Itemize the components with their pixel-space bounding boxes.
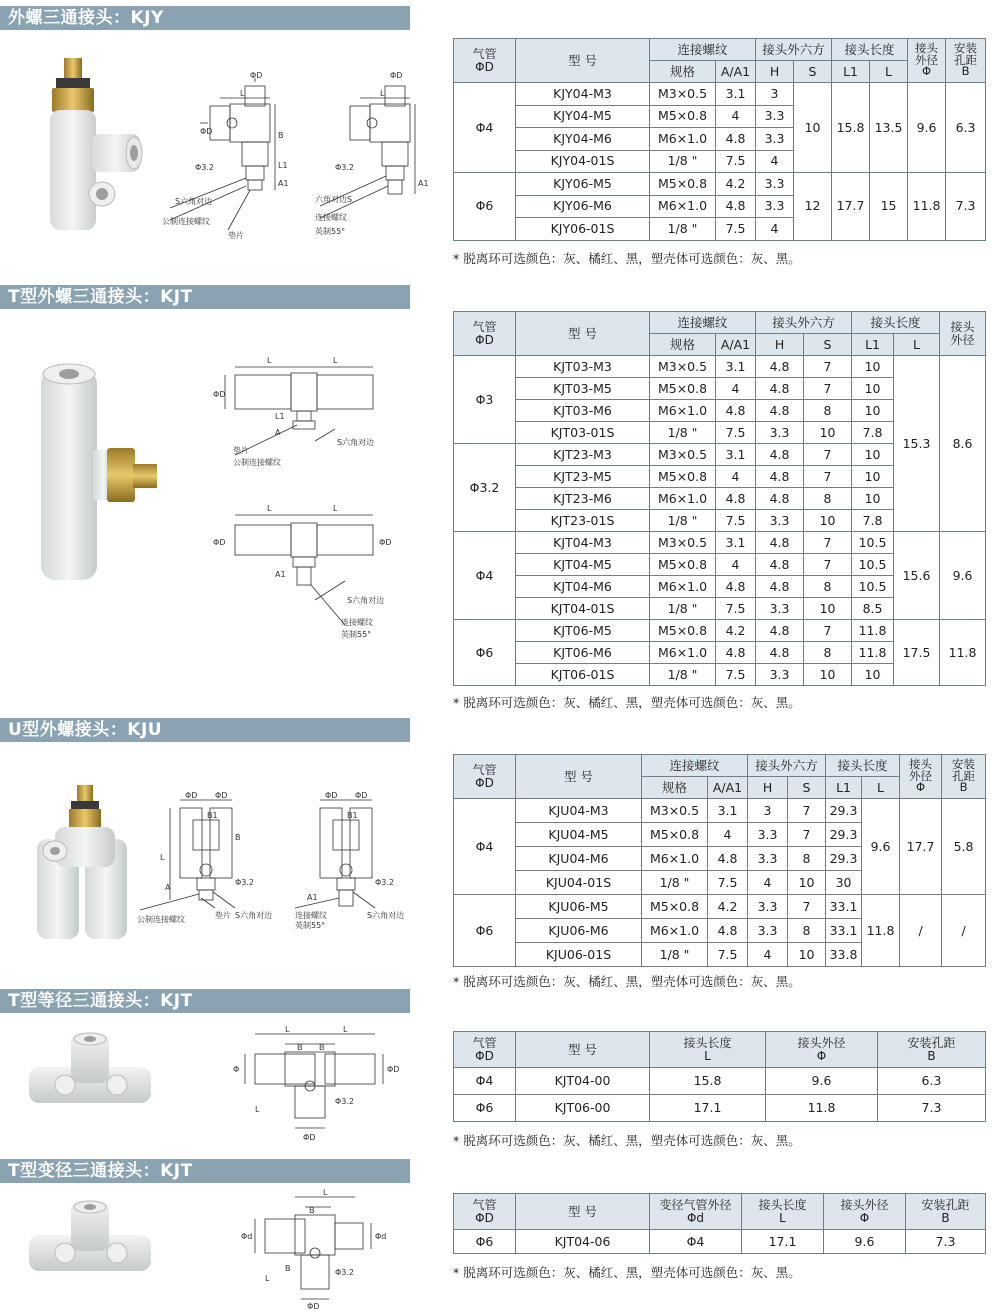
hdr-od: 接头 外径 Φ — [908, 39, 946, 83]
hdr-l: L — [862, 777, 900, 799]
dim-label-b1: B1 — [207, 811, 218, 820]
hdr-od: 接头 外径 — [940, 312, 986, 356]
dim-label-b2: B — [285, 1264, 291, 1273]
callout-s-hex: S六角对边 — [337, 438, 375, 447]
hdr-hex: 接头外六方 — [748, 755, 826, 777]
callout-s-hex: S六角对边 — [235, 911, 273, 920]
callout-hex-s: 六角对边S — [315, 195, 353, 204]
dimension-drawing-kjt-reducing — [235, 1189, 395, 1309]
dim-label-phi32: Φ3.2 — [335, 1268, 355, 1277]
hdr-var: 变径气管外径 Φd — [650, 1194, 742, 1230]
hdr-hole: 安装孔距 B — [878, 1032, 986, 1068]
table-row: Φ4 KJU04-M3 M3×0.5 3.1 3 7 29.3 9.6 17.7 5.8 — [454, 799, 986, 823]
dim-label-d3: ΦD — [390, 71, 403, 80]
hdr-tube: 气管 ΦD — [454, 755, 516, 799]
hdr-thread: 连接螺纹 — [650, 39, 756, 61]
section-title: T型等径三通接头：KJT — [0, 989, 410, 1013]
dim-label-d2: ΦD — [303, 1133, 316, 1142]
hdr-l1: L1 — [852, 334, 894, 356]
table-row: KJU04-01S 1/8 " 7.5 4 10 30 — [454, 871, 986, 895]
spec-table-kjt-equal — [453, 1031, 986, 1122]
section-kjt-equal — [0, 989, 1000, 1154]
dim-label-l4: L — [333, 504, 338, 513]
dim-label-l3: L — [255, 1105, 260, 1114]
spec-table-kju — [453, 754, 986, 967]
note-kjt-reducing: * 脱离环可选颜色：灰、橘红、黑，塑壳体可选颜色：灰、黑。 — [453, 1265, 801, 1280]
spec-table-kjy — [453, 38, 986, 241]
dim-label-b: B — [309, 1206, 315, 1215]
table-row: KJY04-01S 1/8 " 7.5 4 — [454, 150, 986, 173]
section-kjt-reducing — [0, 1159, 1000, 1315]
table-row: KJY04-M6 M6×1.0 4.8 3.3 — [454, 128, 986, 151]
dim-label-l: L — [240, 89, 245, 98]
dim-label-l: L — [160, 853, 165, 862]
hdr-a: A/A1 — [716, 61, 756, 83]
dim-label-d4: ΦD — [355, 791, 368, 800]
dim-label-d2: ΦD — [213, 538, 226, 547]
hdr-spec: 规格 — [650, 334, 716, 356]
callout-washer: 垫片 — [228, 231, 244, 240]
hdr-model: 型 号 — [516, 312, 650, 356]
table-row: Φ6 KJY06-M5 M5×0.8 4.2 3.3 12 17.7 15 11.8 7.3 — [454, 173, 986, 196]
table-row: KJT03-01S 1/8 " 7.5 3.3 10 7.8 — [454, 422, 986, 444]
table-row: KJT06-M6 M6×1.0 4.8 4.8 8 11.8 — [454, 642, 986, 664]
hdr-a: A/A1 — [716, 334, 756, 356]
section-title: U型外螺接头：KJU — [0, 718, 410, 742]
hdr-model: 型 号 — [516, 39, 650, 83]
table-row: Φ6 KJT06-M5 M5×0.8 4.2 4.8 7 11.8 17.5 11.8 — [454, 620, 986, 642]
hdr-thread: 连接螺纹 — [642, 755, 748, 777]
dim-label-l2: L — [380, 89, 385, 98]
table-row: Φ6 KJT06-00 17.1 11.8 7.3 — [454, 1095, 986, 1122]
dim-label-phi32b: Φ3.2 — [375, 878, 395, 887]
dim-label-d: ΦD — [387, 1065, 400, 1074]
spec-table-kjt-male-wrap — [453, 311, 985, 686]
table-row: KJT23-M5 M5×0.8 4 4.8 7 10 — [454, 466, 986, 488]
dim-label-d-small: Φd — [241, 1232, 253, 1241]
section-title: T型变径三通接头：KJT — [0, 1159, 410, 1183]
hdr-tube: 气管 ΦD — [454, 1032, 516, 1068]
hdr-od: 接头 外径 Φ — [900, 755, 942, 799]
dim-label-l: L — [267, 356, 272, 365]
callout-s-hex2: S六角对边 — [367, 911, 405, 920]
spec-table-kjt-male — [453, 311, 986, 686]
table-row: KJT04-M6 M6×1.0 4.8 4.8 8 10.5 — [454, 576, 986, 598]
section-title: 外螺三通接头：KJY — [0, 6, 410, 30]
spec-table-kjt-equal-wrap — [453, 1031, 985, 1122]
hdr-l: L — [870, 61, 908, 83]
hdr-length: 接头长度 L — [742, 1194, 824, 1230]
spec-table-kjt-reducing — [453, 1193, 986, 1254]
section-kjy — [0, 6, 1000, 276]
hdr-h: H — [756, 334, 804, 356]
table-row: Φ4 KJT04-00 15.8 9.6 6.3 — [454, 1068, 986, 1095]
callout-male-thread: 公制连接螺纹 — [137, 915, 185, 924]
hdr-spec: 规格 — [650, 61, 716, 83]
dim-label-b2: B — [319, 1043, 325, 1052]
hdr-hole: 安装 孔距 B — [942, 755, 986, 799]
dim-label-l1: L1 — [278, 161, 288, 170]
hdr-od: 接头外径 Φ — [766, 1032, 878, 1068]
callout-conn-thread: 连接螺纹 — [315, 213, 347, 222]
product-photo-kjy — [30, 56, 150, 241]
spec-table-kjt-reducing-wrap — [453, 1193, 985, 1254]
dim-label-l2: L — [333, 356, 338, 365]
hdr-s: S — [794, 61, 832, 83]
dim-label-phi32: Φ3.2 — [195, 163, 215, 172]
hdr-tube: 气管 ΦD — [454, 1194, 516, 1230]
spec-table-kju-wrap — [453, 754, 985, 967]
callout-conn-thread: 连接螺纹 — [295, 911, 327, 920]
table-row: KJU06-01S 1/8 " 7.5 4 10 33.8 — [454, 943, 986, 967]
dimension-drawing-kjy — [160, 68, 435, 243]
dim-label-a: A — [275, 428, 281, 437]
table-row: Φ3.2 KJT23-M3 M3×0.5 3.1 4.8 7 10 — [454, 444, 986, 466]
dim-label-l: L — [323, 1189, 328, 1197]
callout-male-thread: 公制连接螺纹 — [162, 217, 210, 226]
dimension-drawing-kjt-male — [205, 345, 445, 645]
dim-label-phi32: Φ3.2 — [335, 1097, 355, 1106]
dim-label-d: ΦD — [250, 71, 263, 80]
table-row: KJU04-M5 M5×0.8 4 3.3 7 29.3 — [454, 823, 986, 847]
hdr-model: 型 号 — [516, 1194, 650, 1230]
section-title: T型外螺三通接头：KJT — [0, 285, 410, 309]
callout-washer: 垫片 — [233, 446, 249, 455]
dimension-drawing-kju — [135, 790, 415, 930]
hdr-a: A/A1 — [708, 777, 748, 799]
product-photo-kjt-reducing — [25, 1197, 155, 1277]
note-kjy: * 脱离环可选颜色：灰、橘红、黑，塑壳体可选颜色：灰、黑。 — [453, 251, 801, 266]
table-row: KJT03-M6 M6×1.0 4.8 4.8 8 10 — [454, 400, 986, 422]
product-photo-kju — [35, 783, 135, 948]
table-row: KJT03-M5 M5×0.8 4 4.8 7 10 — [454, 378, 986, 400]
dim-label-l3: L — [267, 504, 272, 513]
dim-label-d3: ΦD — [325, 791, 338, 800]
callout-s-hex: S六角对边 — [175, 197, 213, 206]
callout-bsp: 英制55° — [295, 921, 326, 930]
dim-label-a1: A1 — [275, 570, 286, 579]
table-row: Φ4 KJY04-M3 M3×0.5 3.1 3 10 15.8 13.5 9.6 6.3 — [454, 83, 986, 106]
section-kju — [0, 718, 1000, 990]
hdr-h: H — [748, 777, 788, 799]
table-row: KJT06-01S 1/8 " 7.5 3.3 10 10 — [454, 664, 986, 686]
table-row: Φ4 KJT04-M3 M3×0.5 3.1 4.8 7 10.5 15.6 9.6 — [454, 532, 986, 554]
hdr-length: 接头长度 — [832, 39, 908, 61]
dim-label-b: B — [278, 131, 284, 140]
table-row: Φ3 KJT03-M3 M3×0.5 3.1 4.8 7 10 15.3 8.6 — [454, 356, 986, 378]
dim-label-l2: L — [265, 1274, 270, 1283]
hdr-od: 接头外径 Φ — [824, 1194, 906, 1230]
dim-label-a: A — [165, 883, 171, 892]
hdr-s: S — [788, 777, 826, 799]
hdr-model: 型 号 — [516, 1032, 650, 1068]
product-photo-kjt-equal — [25, 1029, 155, 1109]
dim-label-b1b: B1 — [347, 811, 358, 820]
hdr-hex: 接头外六方 — [756, 312, 852, 334]
dim-label-phi32: Φ3.2 — [235, 878, 255, 887]
callout-bsp: 英制55° — [341, 630, 372, 639]
note-kjt-equal: * 脱离环可选颜色：灰、橘红、黑，塑壳体可选颜色：灰、黑。 — [453, 1133, 801, 1148]
table-row: KJY04-M5 M5×0.8 4 3.3 — [454, 105, 986, 128]
hdr-s: S — [804, 334, 852, 356]
dimension-drawing-kjt-equal — [225, 1024, 405, 1144]
hdr-length: 接头长度 L — [650, 1032, 766, 1068]
hdr-length: 接头长度 — [826, 755, 900, 777]
table-row: KJT04-M5 M5×0.8 4 4.8 7 10.5 — [454, 554, 986, 576]
product-photo-kjt-male — [35, 360, 165, 590]
hdr-tube: 气管 ΦD — [454, 312, 516, 356]
callout-conn-thread: 连接螺纹 — [341, 618, 373, 627]
section-kjt-male — [0, 285, 1000, 715]
dim-label-d: ΦD — [185, 791, 198, 800]
callout-bsp: 英制55° — [315, 227, 346, 236]
hdr-l: L — [894, 334, 940, 356]
spec-table-kjy-wrap — [453, 38, 985, 241]
dim-label-l1: L1 — [275, 412, 285, 421]
hdr-spec: 规格 — [642, 777, 708, 799]
hdr-hole: 安装 孔距 B — [946, 39, 986, 83]
dim-label-d: ΦD — [213, 390, 226, 399]
hdr-hole: 安装孔距 B — [906, 1194, 986, 1230]
note-kjt-male: * 脱离环可选颜色：灰、橘红、黑，塑壳体可选颜色：灰、黑。 — [453, 695, 801, 710]
table-row: KJU06-M6 M6×1.0 4.8 3.3 8 33.1 — [454, 919, 986, 943]
dim-label-b: B — [235, 833, 241, 842]
dim-label-d3: ΦD — [379, 538, 392, 547]
table-row: KJY06-01S 1/8 " 7.5 4 — [454, 218, 986, 241]
dim-label-d2: ΦD — [215, 791, 228, 800]
table-row: KJT23-01S 1/8 " 7.5 3.3 10 7.8 — [454, 510, 986, 532]
dim-label-a1: A1 — [307, 893, 318, 902]
dim-label-d-small2: Φd — [375, 1232, 387, 1241]
table-row: KJY06-M6 M6×1.0 4.8 3.3 — [454, 195, 986, 218]
dim-label-d: ΦD — [307, 1302, 320, 1309]
note-kju: * 脱离环可选颜色：灰、橘红、黑，塑壳体可选颜色：灰、黑。 — [453, 974, 801, 989]
hdr-tube: 气管 ΦD — [454, 39, 516, 83]
dim-label-b: B — [297, 1043, 303, 1052]
hdr-hex: 接头外六方 — [756, 39, 832, 61]
dim-label-phi32b: Φ3.2 — [335, 163, 355, 172]
hdr-thread: 连接螺纹 — [650, 312, 756, 334]
hdr-l1: L1 — [826, 777, 862, 799]
callout-washer: 垫片 — [215, 911, 231, 920]
hdr-length: 接头长度 — [852, 312, 940, 334]
dim-label-phi: Φ — [233, 1065, 240, 1074]
dim-label-a1b: A1 — [418, 179, 429, 188]
table-row: KJT23-M6 M6×1.0 4.8 4.8 8 10 — [454, 488, 986, 510]
dim-label-a1: A1 — [278, 179, 289, 188]
hdr-h: H — [756, 61, 794, 83]
hdr-l1: L1 — [832, 61, 870, 83]
callout-s-hex2: S六角对边 — [347, 596, 385, 605]
dim-label-l: L — [285, 1025, 290, 1034]
hdr-model: 型 号 — [516, 755, 642, 799]
table-row: KJT04-01S 1/8 " 7.5 3.3 10 8.5 — [454, 598, 986, 620]
table-row: KJU04-M6 M6×1.0 4.8 3.3 8 29.3 — [454, 847, 986, 871]
callout-male-thread: 公制连接螺纹 — [233, 458, 281, 467]
table-row: Φ6 KJU06-M5 M5×0.8 4.2 3.3 7 33.1 11.8 / / — [454, 895, 986, 919]
table-row: Φ6 KJT04-06 Φ4 17.1 9.6 7.3 — [454, 1230, 986, 1254]
dim-label-l2: L — [343, 1025, 348, 1034]
dim-label-d2: ΦD — [200, 127, 213, 136]
